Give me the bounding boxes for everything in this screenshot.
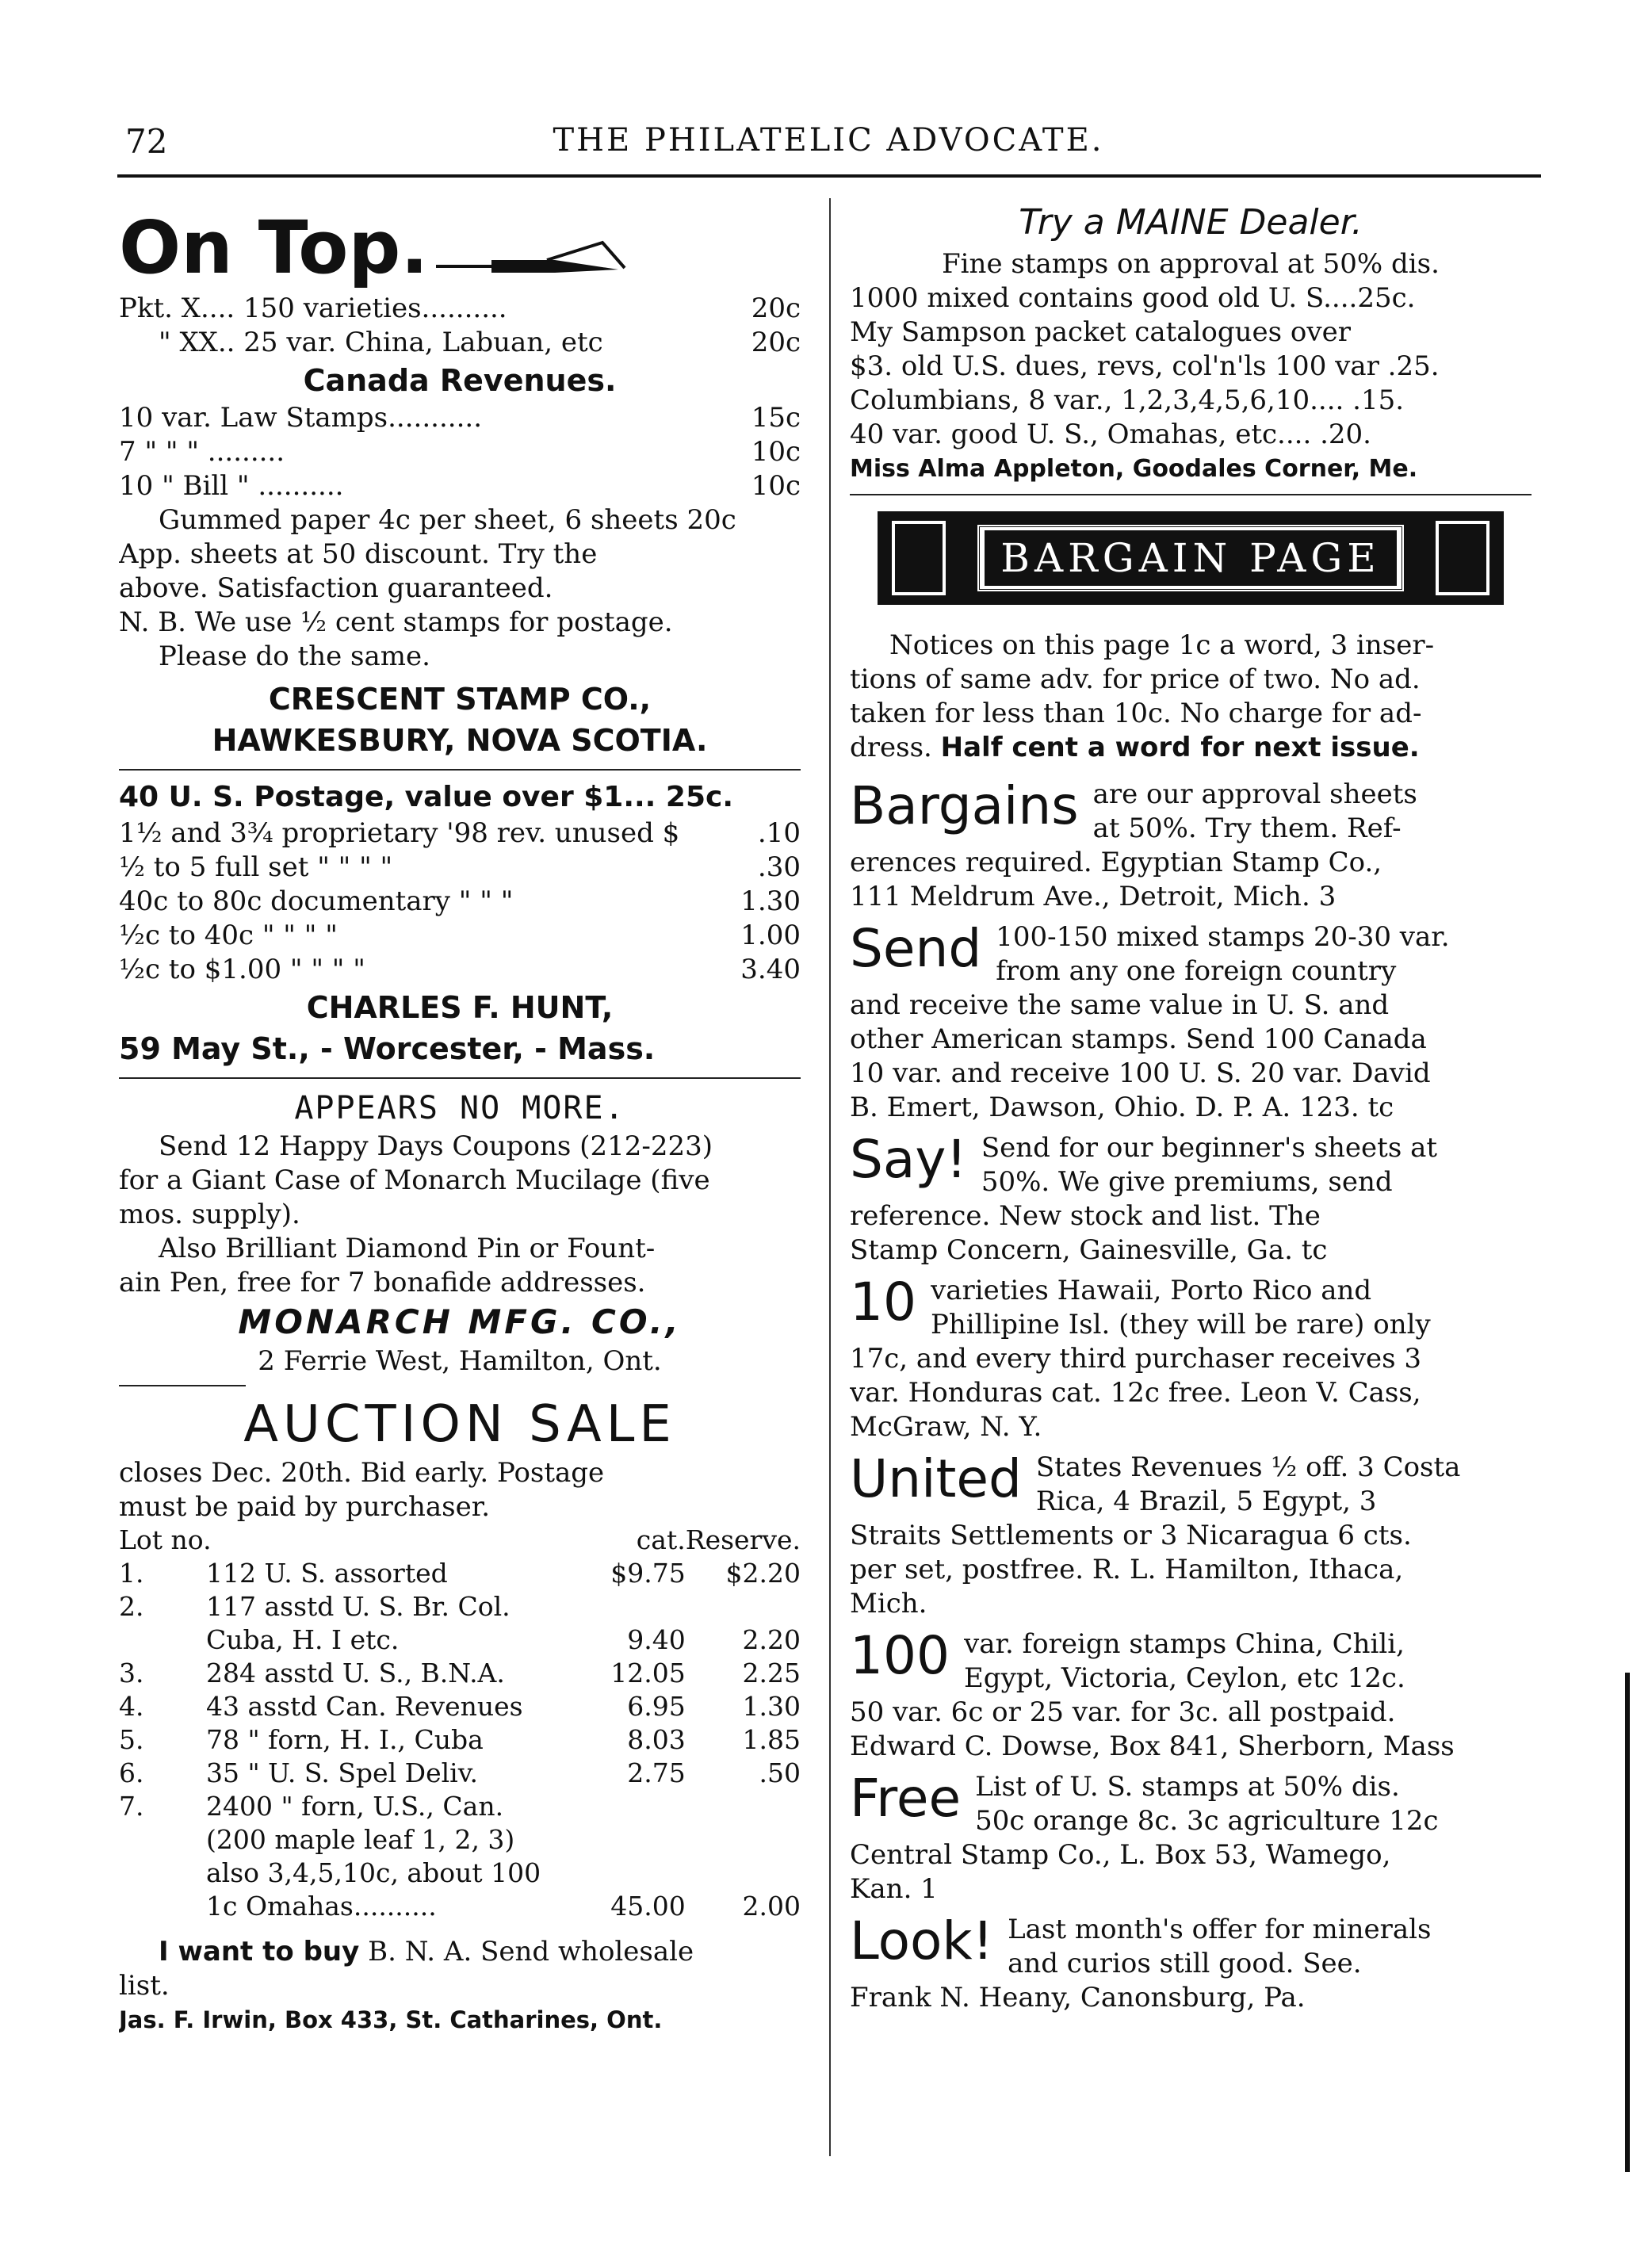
- ad-keyword: Bargains: [850, 775, 1079, 836]
- col-reserve-header: Reserve.: [685, 1524, 801, 1555]
- price-row: 10 " Bill " .......... 10c: [119, 470, 801, 502]
- body-line: list.: [119, 1970, 170, 2002]
- irwin-lead: I want to buy: [159, 1936, 360, 1968]
- body-line: closes Dec. 20th. Bid early. Postage: [119, 1457, 605, 1489]
- on-top-heading: On Top.: [119, 205, 429, 290]
- col-cat-header: cat.: [636, 1524, 686, 1555]
- irwin-ad: [119, 1935, 801, 2037]
- body-line: and receive the same value in U. S. and: [850, 989, 1390, 1021]
- table-row: 1. 112 U. S. assorted $9.75 $2.20: [119, 1558, 801, 1589]
- monarch-ad: [119, 1087, 801, 1386]
- divider: [119, 1077, 801, 1079]
- body-line: Edward C. Dowse, Box 841, Sherborn, Mass: [850, 1730, 1455, 1762]
- divider: [119, 769, 801, 771]
- ad-keyword: 10: [850, 1272, 916, 1333]
- body-line: dress. Half cent a word for next issue.: [850, 732, 1420, 763]
- price-row: 1½ and 3¾ proprietary '98 rev. unused $ .10: [119, 817, 801, 849]
- page-number: 72: [125, 122, 168, 161]
- body-line: tions of same adv. for price of two. No ad.: [850, 664, 1421, 695]
- hunt-name: CHARLES F. HUNT,: [306, 990, 614, 1025]
- table-row: 6. 35 " U. S. Spel Deliv. 2.75 .50: [119, 1757, 801, 1788]
- header-rule: [117, 174, 1541, 178]
- monarch-company: MONARCH MFG. CO.,: [238, 1302, 682, 1341]
- hunt-ad: [119, 778, 801, 1079]
- maine-signature: Miss Alma Appleton, Goodales Corner, Me.: [850, 455, 1418, 483]
- divider: [850, 494, 1532, 495]
- classified-ad: Send 100-150 mixed stamps 20-30 var. from any one foreign country and receive the same value in U. S. and other American stamps. Send 100 Canada 10 var. and receive 100 U. S. 20 var. David B. Emert, Dawson, Ohio. D. P. A. 123. tc: [850, 920, 1532, 1125]
- table-row: also 3,4,5,10c, about 100: [206, 1857, 541, 1888]
- column-divider: [829, 198, 831, 2156]
- maine-dealer-ad: [850, 198, 1532, 495]
- table-row: Cuba, H. I etc. 9.40 2.20: [206, 1624, 801, 1655]
- left-column: [119, 198, 801, 2037]
- body-line: Columbians, 8 var., 1,2,3,4,5,6,10.... .15.: [850, 384, 1405, 416]
- body-line: mos. supply).: [119, 1199, 300, 1230]
- table-row: (200 maple leaf 1, 2, 3): [206, 1824, 515, 1855]
- body-line: Send 12 Happy Days Coupons (212-223): [159, 1130, 713, 1162]
- body-line: My Sampson packet catalogues over: [850, 316, 1351, 348]
- body-line: for a Giant Case of Monarch Mucilage (five: [119, 1164, 710, 1196]
- table-row: 3. 284 asstd U. S., B.N.A. 12.05 2.25: [119, 1658, 801, 1688]
- body-line: reference. New stock and list. The: [850, 1200, 1321, 1232]
- col-lot-header: Lot no.: [119, 1524, 212, 1555]
- classified-ad: Bargains are our approval sheets at 50%. Try them. Ref- erences required. Egyptian Stamp Co., 111 Meldrum Ave., Detroit, Mich. 3: [850, 778, 1532, 914]
- body-line: Also Brilliant Diamond Pin or Fount-: [159, 1233, 656, 1264]
- body-line: N. B. We use ½ cent stamps for postage.: [119, 606, 673, 638]
- body-line: 40 var. good U. S., Omahas, etc.... .20.: [850, 419, 1371, 450]
- body-line: $3. old U.S. dues, revs, col'n'ls 100 var .25.: [850, 350, 1440, 382]
- body-line: [119, 1935, 801, 1969]
- table-header-row: [119, 1524, 801, 1558]
- table-row: 2. 117 asstd U. S. Br. Col.: [119, 1591, 511, 1622]
- page-header: [119, 119, 1538, 166]
- classified-ad: United States Revenues ½ off. 3 Costa Rica, 4 Brazil, 5 Egypt, 3 Straits Settlements or 3 Nicaragua 6 cts. per set, postfree. R. L. Hamilton, Ithaca, Mich.: [850, 1451, 1532, 1621]
- body-line: ain Pen, free for 7 bonafide addresses.: [119, 1267, 646, 1298]
- body-line: var. Honduras cat. 12c free. Leon V. Cass,: [850, 1377, 1421, 1409]
- table-row: 1c Omahas.......... 45.00 2.00: [206, 1891, 801, 1922]
- price-row: ½c to $1.00 " " " " 3.40: [119, 954, 801, 985]
- body-line: per set, postfree. R. L. Hamilton, Ithaca,: [850, 1554, 1404, 1585]
- banner-text: BARGAIN PAGE: [985, 530, 1397, 586]
- body-line: Straits Settlements or 3 Nicaragua 6 cts.: [850, 1520, 1412, 1551]
- running-title: THE PHILATELIC ADVOCATE.: [553, 122, 1104, 159]
- ad-keyword: Free: [850, 1768, 962, 1829]
- ad-keyword: Send: [850, 918, 982, 979]
- price-row: ½ to 5 full set " " " " .30: [119, 851, 801, 883]
- table-row: 7. 2400 " forn, U.S., Can.: [119, 1791, 504, 1822]
- short-divider: [119, 1385, 246, 1386]
- classified-ad: 100 var. foreign stamps China, Chili, Egypt, Victoria, Ceylon, etc 12c. 50 var. 6c or 25 var. for 3c. all postpaid. Edward C. Dowse, Box 841, Sherborn, Mass: [850, 1627, 1532, 1764]
- body-line: erences required. Egyptian Stamp Co.,: [850, 847, 1382, 878]
- body-line: other American stamps. Send 100 Canada: [850, 1023, 1427, 1055]
- irwin-signature: Jas. F. Irwin, Box 433, St. Catharines, Ont.: [119, 2006, 663, 2033]
- auction-heading: AUCTION SALE: [243, 1395, 676, 1454]
- page-edge-bar: [1625, 1673, 1630, 2172]
- body-line: 111 Meldrum Ave., Detroit, Mich. 3: [850, 881, 1337, 912]
- body-line: McGraw, N. Y.: [850, 1411, 1042, 1443]
- classified-ad: 10 varieties Hawaii, Porto Rico and Phillipine Isl. (they will be rare) only 17c, and every third purchaser receives 3 var. Honduras cat. 12c free. Leon V. Cass, McGraw, N. Y.: [850, 1274, 1532, 1444]
- price-row: 40c to 80c documentary " " " 1.30: [119, 885, 801, 917]
- body-line: 10 var. and receive 100 U. S. 20 var. David: [850, 1057, 1431, 1089]
- hunt-address: 59 May St., - Worcester, - Mass.: [119, 1031, 656, 1066]
- auction-ad: [119, 1393, 801, 1924]
- company-name: CRESCENT STAMP CO.,: [268, 682, 652, 717]
- ad-keyword: United: [850, 1448, 1022, 1509]
- ad-keyword: Say!: [850, 1129, 967, 1190]
- hunt-headline: 40 U. S. Postage, value over $1... 25c.: [119, 781, 734, 813]
- body-line: B. Emert, Dawson, Ohio. D. P. A. 123. tc: [850, 1092, 1394, 1123]
- body-line: App. sheets at 50 discount. Try the: [119, 538, 598, 570]
- monarch-address: 2 Ferrie West, Hamilton, Ont.: [258, 1345, 662, 1377]
- body-line: 17c, and every third purchaser receives 3: [850, 1343, 1422, 1375]
- canada-revenues-heading: Canada Revenues.: [303, 363, 617, 398]
- ad-keyword: Look!: [850, 1910, 994, 1971]
- body-line: taken for less than 10c. No charge for ad-: [850, 698, 1422, 729]
- classified-ad: Free List of U. S. stamps at 50% dis. 50c orange 8c. 3c agriculture 12c Central Stamp Co., L. Box 53, Wamego, Kan. 1: [850, 1770, 1532, 1906]
- appears-no-more-heading: APPEARS NO MORE.: [294, 1090, 625, 1126]
- price-row: " XX.. 25 var. China, Labuan, etc 20c: [159, 327, 801, 358]
- body-line: Notices on this page 1c a word, 3 inser-: [889, 629, 1435, 661]
- body-line: Please do the same.: [159, 641, 430, 672]
- auction-lot-table: [119, 1524, 801, 1924]
- maine-heading: Try a MAINE Dealer.: [1019, 202, 1363, 243]
- body-line: Mich.: [850, 1588, 927, 1620]
- table-row: 5. 78 " forn, H. I., Cuba 8.03 1.85: [119, 1724, 801, 1755]
- body-line: 1000 mixed contains good old U. S....25c.: [850, 282, 1416, 314]
- table-row: 4. 43 asstd Can. Revenues 6.95 1.30: [119, 1691, 801, 1722]
- price-row: ½c to 40c " " " " 1.00: [119, 920, 801, 951]
- body-line: Stamp Concern, Gainesville, Ga. tc: [850, 1234, 1328, 1266]
- body-line: 50 var. 6c or 25 var. for 3c. all postpaid.: [850, 1696, 1396, 1728]
- body-line: Kan. 1: [850, 1873, 938, 1905]
- notice-block: [850, 629, 1532, 765]
- classified-ad: Say! Send for our beginner's sheets at 50%. We give premiums, send reference. New stock and list. The Stamp Concern, Gainesville, Ga. tc: [850, 1131, 1532, 1268]
- price-row: 7 " " " ......... 10c: [119, 436, 801, 468]
- bargain-page-banner: [878, 511, 1504, 605]
- price-row: Pkt. X.... 150 varieties.......... 20c: [119, 293, 801, 324]
- irwin-rest: B. N. A. Send wholesale: [368, 1936, 694, 1968]
- classified-ad: Look! Last month's offer for minerals and curios still good. See. Frank N. Heany, Canonsburg, Pa.: [850, 1913, 1532, 2015]
- on-top-ad: [119, 198, 801, 771]
- body-line: Frank N. Heany, Canonsburg, Pa.: [850, 1982, 1306, 2013]
- body-line: above. Satisfaction guaranteed.: [119, 572, 553, 604]
- ad-keyword: 100: [850, 1625, 950, 1686]
- body-line: must be paid by purchaser.: [119, 1491, 491, 1523]
- body-line: Gummed paper 4c per sheet, 6 sheets 20c: [159, 504, 736, 536]
- pointing-hand-icon: [436, 236, 634, 276]
- notice-emphasis: Half cent a word for next issue.: [940, 732, 1420, 763]
- body-line: Central Stamp Co., L. Box 53, Wamego,: [850, 1839, 1391, 1871]
- right-column: [850, 198, 1532, 2015]
- company-city: HAWKESBURY, NOVA SCOTIA.: [212, 723, 708, 758]
- body-line: Fine stamps on approval at 50% dis.: [942, 248, 1440, 280]
- price-row: 10 var. Law Stamps........... 15c: [119, 402, 801, 434]
